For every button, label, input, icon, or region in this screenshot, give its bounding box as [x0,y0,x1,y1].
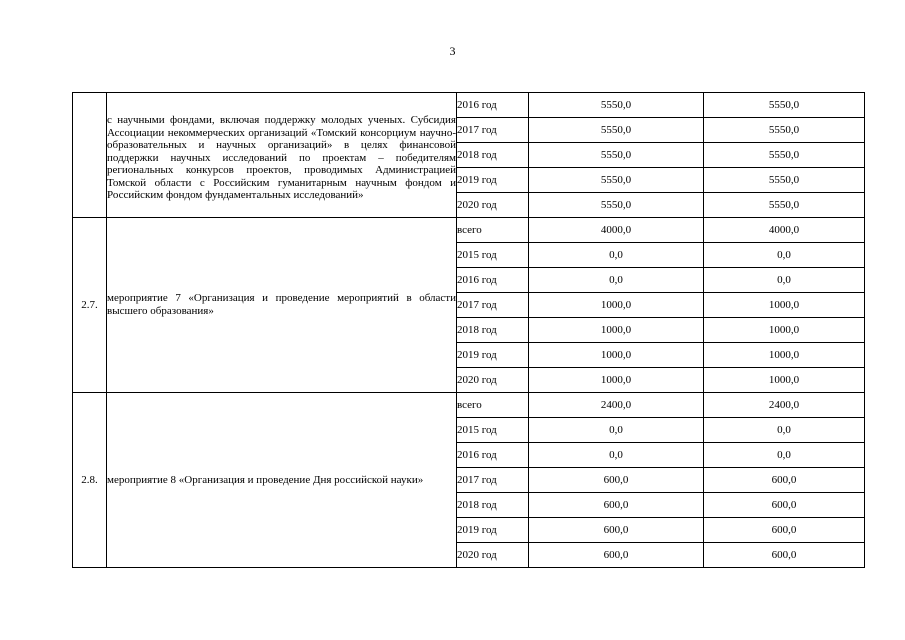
value-cell: 0,0 [704,443,865,468]
value-cell: 0,0 [529,243,704,268]
value-cell: 4000,0 [704,218,865,243]
item-number: 2.8. [81,473,98,486]
value-cell: 1000,0 [529,293,704,318]
value-cell: 2400,0 [704,393,865,418]
period-cell: 2016 год [457,443,529,468]
item-description: мероприятие 8 «Организация и проведение Дня российской науки» [107,473,424,486]
period-cell: 2016 год [457,93,529,118]
value-cell: 5550,0 [704,118,865,143]
period-cell: 2018 год [457,493,529,518]
value-cell: 5550,0 [529,143,704,168]
period-cell: 2017 год [457,118,529,143]
item-number-cell [73,93,107,218]
page-number: 3 [449,44,456,58]
value-cell: 0,0 [529,418,704,443]
period-cell: 2017 год [457,293,529,318]
period-cell: всего [457,393,529,418]
value-cell: 1000,0 [704,318,865,343]
period-cell: 2017 год [457,468,529,493]
value-cell: 5550,0 [529,168,704,193]
value-cell: 600,0 [529,493,704,518]
period-cell: 2019 год [457,343,529,368]
value-cell: 1000,0 [529,318,704,343]
value-cell: 0,0 [704,268,865,293]
item-description-cell [107,93,457,218]
value-cell: 1000,0 [529,343,704,368]
item-description-cell [107,218,457,393]
value-cell: 5550,0 [529,93,704,118]
item-description-cell [107,393,457,568]
period-cell: 2019 год [457,168,529,193]
period-cell: 2016 год [457,268,529,293]
budget-table [72,92,865,568]
item-description: мероприятие 7 «Организация и проведение мероприятий в области высшего образования» [107,292,456,317]
table-body [73,93,865,568]
item-number-cell [73,393,107,568]
value-cell: 2400,0 [529,393,704,418]
value-cell: 5550,0 [704,143,865,168]
period-cell: 2020 год [457,193,529,218]
value-cell: 600,0 [529,543,704,568]
item-number: 2.7. [81,298,98,311]
value-cell: 0,0 [529,268,704,293]
value-cell: 5550,0 [704,168,865,193]
period-cell: 2020 год [457,543,529,568]
period-cell: 2019 год [457,518,529,543]
value-cell: 5550,0 [529,118,704,143]
value-cell: 600,0 [704,493,865,518]
value-cell: 1000,0 [704,368,865,393]
value-cell: 600,0 [704,518,865,543]
period-cell: 2015 год [457,243,529,268]
value-cell: 0,0 [529,443,704,468]
value-cell: 1000,0 [704,293,865,318]
table-row [73,218,865,243]
period-cell: 2018 год [457,143,529,168]
value-cell: 5550,0 [704,193,865,218]
period-cell: 2015 год [457,418,529,443]
period-cell: 2020 год [457,368,529,393]
value-cell: 5550,0 [529,193,704,218]
value-cell: 0,0 [704,243,865,268]
value-cell: 5550,0 [704,93,865,118]
table-row [73,93,865,118]
value-cell: 600,0 [529,518,704,543]
value-cell: 600,0 [529,468,704,493]
value-cell: 4000,0 [529,218,704,243]
value-cell: 600,0 [704,468,865,493]
value-cell: 1000,0 [529,368,704,393]
item-number-cell [73,218,107,393]
value-cell: 0,0 [704,418,865,443]
item-description: с научными фондами, включая поддержку молодых ученых. Субсидия Ассоциации некоммерческих организаций «Томский консорциум научно-образовательных и научных организаций» в целях финансовой поддержки научных исследований по проектам – победителям региональных конкурсов проектов, проводимых Администрацией Томской области с Российским гуманитарным научным фондом и Российским фондом фундаментальных исследований» [107,113,456,202]
period-cell: всего [457,218,529,243]
table-row [73,393,865,418]
value-cell: 600,0 [704,543,865,568]
value-cell: 1000,0 [704,343,865,368]
period-cell: 2018 год [457,318,529,343]
